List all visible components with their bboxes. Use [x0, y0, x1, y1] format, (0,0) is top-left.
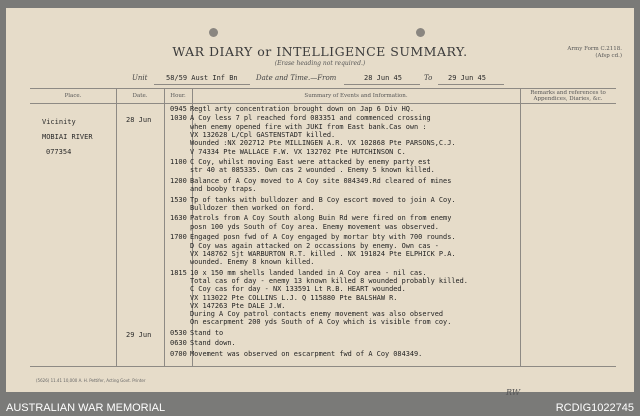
entry-line: posn 100 yds South of Coy area. Enemy movement was observed.	[190, 222, 439, 231]
column-header-remarks: Remarks and references to Appendices, Diaries, &c.	[530, 90, 606, 102]
entry-hour: 0630	[170, 339, 187, 348]
handwritten-initials: RW	[506, 388, 521, 397]
entry-line: Stand down.	[190, 339, 236, 348]
entry-line: C Coy cas for day - NX 133591 Lt R.B. HEART wounded.	[190, 285, 406, 294]
column-header-place: Place.	[64, 93, 82, 99]
page-subtitle: (Erase heading not required.)	[274, 60, 366, 67]
from-underline	[344, 84, 420, 85]
entry-line: Stand to	[190, 328, 224, 337]
army-form-number: Army Form C.2118.	[567, 46, 622, 52]
entry-hour: 0700	[170, 349, 187, 358]
entry-hour: 1530	[170, 195, 187, 204]
entry-hour: 1200	[170, 176, 187, 185]
entry-line: Tp of tanks with bulldozer and B Coy escort moved to join A Coy.	[190, 195, 456, 204]
entry-line: and booby traps.	[190, 185, 257, 194]
column-divider	[164, 88, 165, 366]
army-form-sub: (Afsp cd.)	[595, 53, 622, 59]
column-header-summary: Summary of Events and Information.	[304, 93, 408, 99]
entry-line: C Coy, whilst moving East were attacked by enemy party est	[190, 158, 431, 166]
punch-hole	[416, 28, 425, 37]
date-from-value: 28 Jun 45	[364, 74, 402, 82]
entry-hour: 0945	[170, 105, 187, 113]
record-id: RCDIG1022745	[555, 402, 634, 414]
entry-line: VX 148762 Sjt WARBURTON R.T. killed . NX 191824 Pte ELPHICK P.A.	[190, 249, 456, 258]
entry-line: VX 132628 L/Cpl GASTENSTADT killed.	[190, 130, 336, 139]
entry-hour: 1630	[170, 214, 187, 223]
column-header-date: Date.	[132, 93, 148, 99]
column-divider	[116, 88, 117, 366]
entry-line: During A Coy patrol contacts enemy movement was also observed	[190, 310, 444, 319]
header-bottom-rule	[30, 103, 616, 104]
entry-line: Total cas of day - enemy 13 known killed 8 wounded probably killed.	[190, 276, 468, 285]
table-bottom-rule	[30, 366, 616, 367]
page-title: WAR DIARY or INTELLIGENCE SUMMARY.	[172, 44, 468, 59]
entry-line: On escarpment 200 yds South of A Coy which is visible from coy.	[190, 318, 452, 327]
entry-line: A Coy less 7 pl reached ford 083351 and commenced crossing	[190, 114, 431, 123]
entry-hour: 0530	[170, 328, 187, 337]
entry-hour: 1815	[170, 268, 187, 277]
date-to-value: 29 Jun 45	[448, 74, 486, 82]
entry-line: Wounded :NX 202712 Pte MILLINGEN A.R. VX 102868 Pte PARSONS,C.J.	[190, 139, 456, 148]
unit-underline	[154, 84, 250, 85]
to-underline	[438, 84, 504, 85]
entry-line: Regtl arty concentration brought down on Jap 6 Div HQ.	[190, 105, 415, 113]
entry-line: VX 147263 Pte DALE J.W.	[190, 301, 286, 310]
diary-page	[6, 8, 634, 397]
column-header-hour: Hour.	[170, 93, 186, 99]
entry-hour: 1030	[170, 114, 187, 123]
date-entry: 29 Jun	[126, 331, 152, 339]
entry-line: Balance of A Coy moved to A Coy site 084349.Rd cleared of mines	[190, 176, 452, 185]
place-entry: 077354	[46, 148, 72, 156]
entry-line: str 40 at 085335. Own cas 2 wounded . Enemy 5 known killed.	[190, 166, 435, 175]
date-label: Date and Time.—From	[256, 74, 337, 82]
entry-line: D Coy was again attacked on 2 occassions by enemy. Own cas -	[190, 241, 439, 250]
entry-hour: 1100	[170, 158, 187, 166]
unit-label: Unit	[132, 74, 148, 82]
entry-line: Bulldozer then worked on ford.	[190, 203, 315, 212]
entry-line: wounded. Enemy 8 known killed.	[190, 258, 315, 267]
entry-line: Patrols from A Coy South along Buin Rd were fired on from enemy	[190, 214, 452, 223]
entry-line: when enemy opened fire with JUKI from East bank.Cas own :	[190, 122, 427, 131]
entry-line: VX 113022 Pte COLLINS L.J. Q 115880 Pte BALSHAW R.	[190, 293, 398, 302]
table-top-rule	[30, 88, 616, 89]
entry-line: 10 x 150 mm shells landed landed in A Coy area - nil cas.	[190, 268, 427, 277]
printer-imprint: (5626) 11.41 10,000 A. H. Pettifer, Acting Govt. Printer	[36, 378, 146, 383]
place-entry: Vicinity	[42, 118, 76, 126]
army-form-label	[567, 46, 622, 60]
unit-value: 58/59 Aust Inf Bn	[166, 74, 238, 82]
date-to-label: To	[424, 74, 433, 82]
entry-hour: 1700	[170, 233, 187, 242]
archive-name: AUSTRALIAN WAR MEMORIAL	[6, 402, 166, 414]
place-entry: MOBIAI RIVER	[42, 133, 93, 141]
entry-line: V 74334 Pte WALLACE F.W. VX 132702 Pte HUTCHINSON C.	[190, 147, 406, 156]
date-entry: 28 Jun	[126, 116, 152, 124]
entry-line: Movement was observed on escarpment fwd of A Coy 084349.	[190, 349, 423, 358]
punch-hole	[209, 28, 218, 37]
entry-line: Engaged posn fwd of A Coy engaged by mortar bty with 700 rounds.	[190, 233, 456, 242]
